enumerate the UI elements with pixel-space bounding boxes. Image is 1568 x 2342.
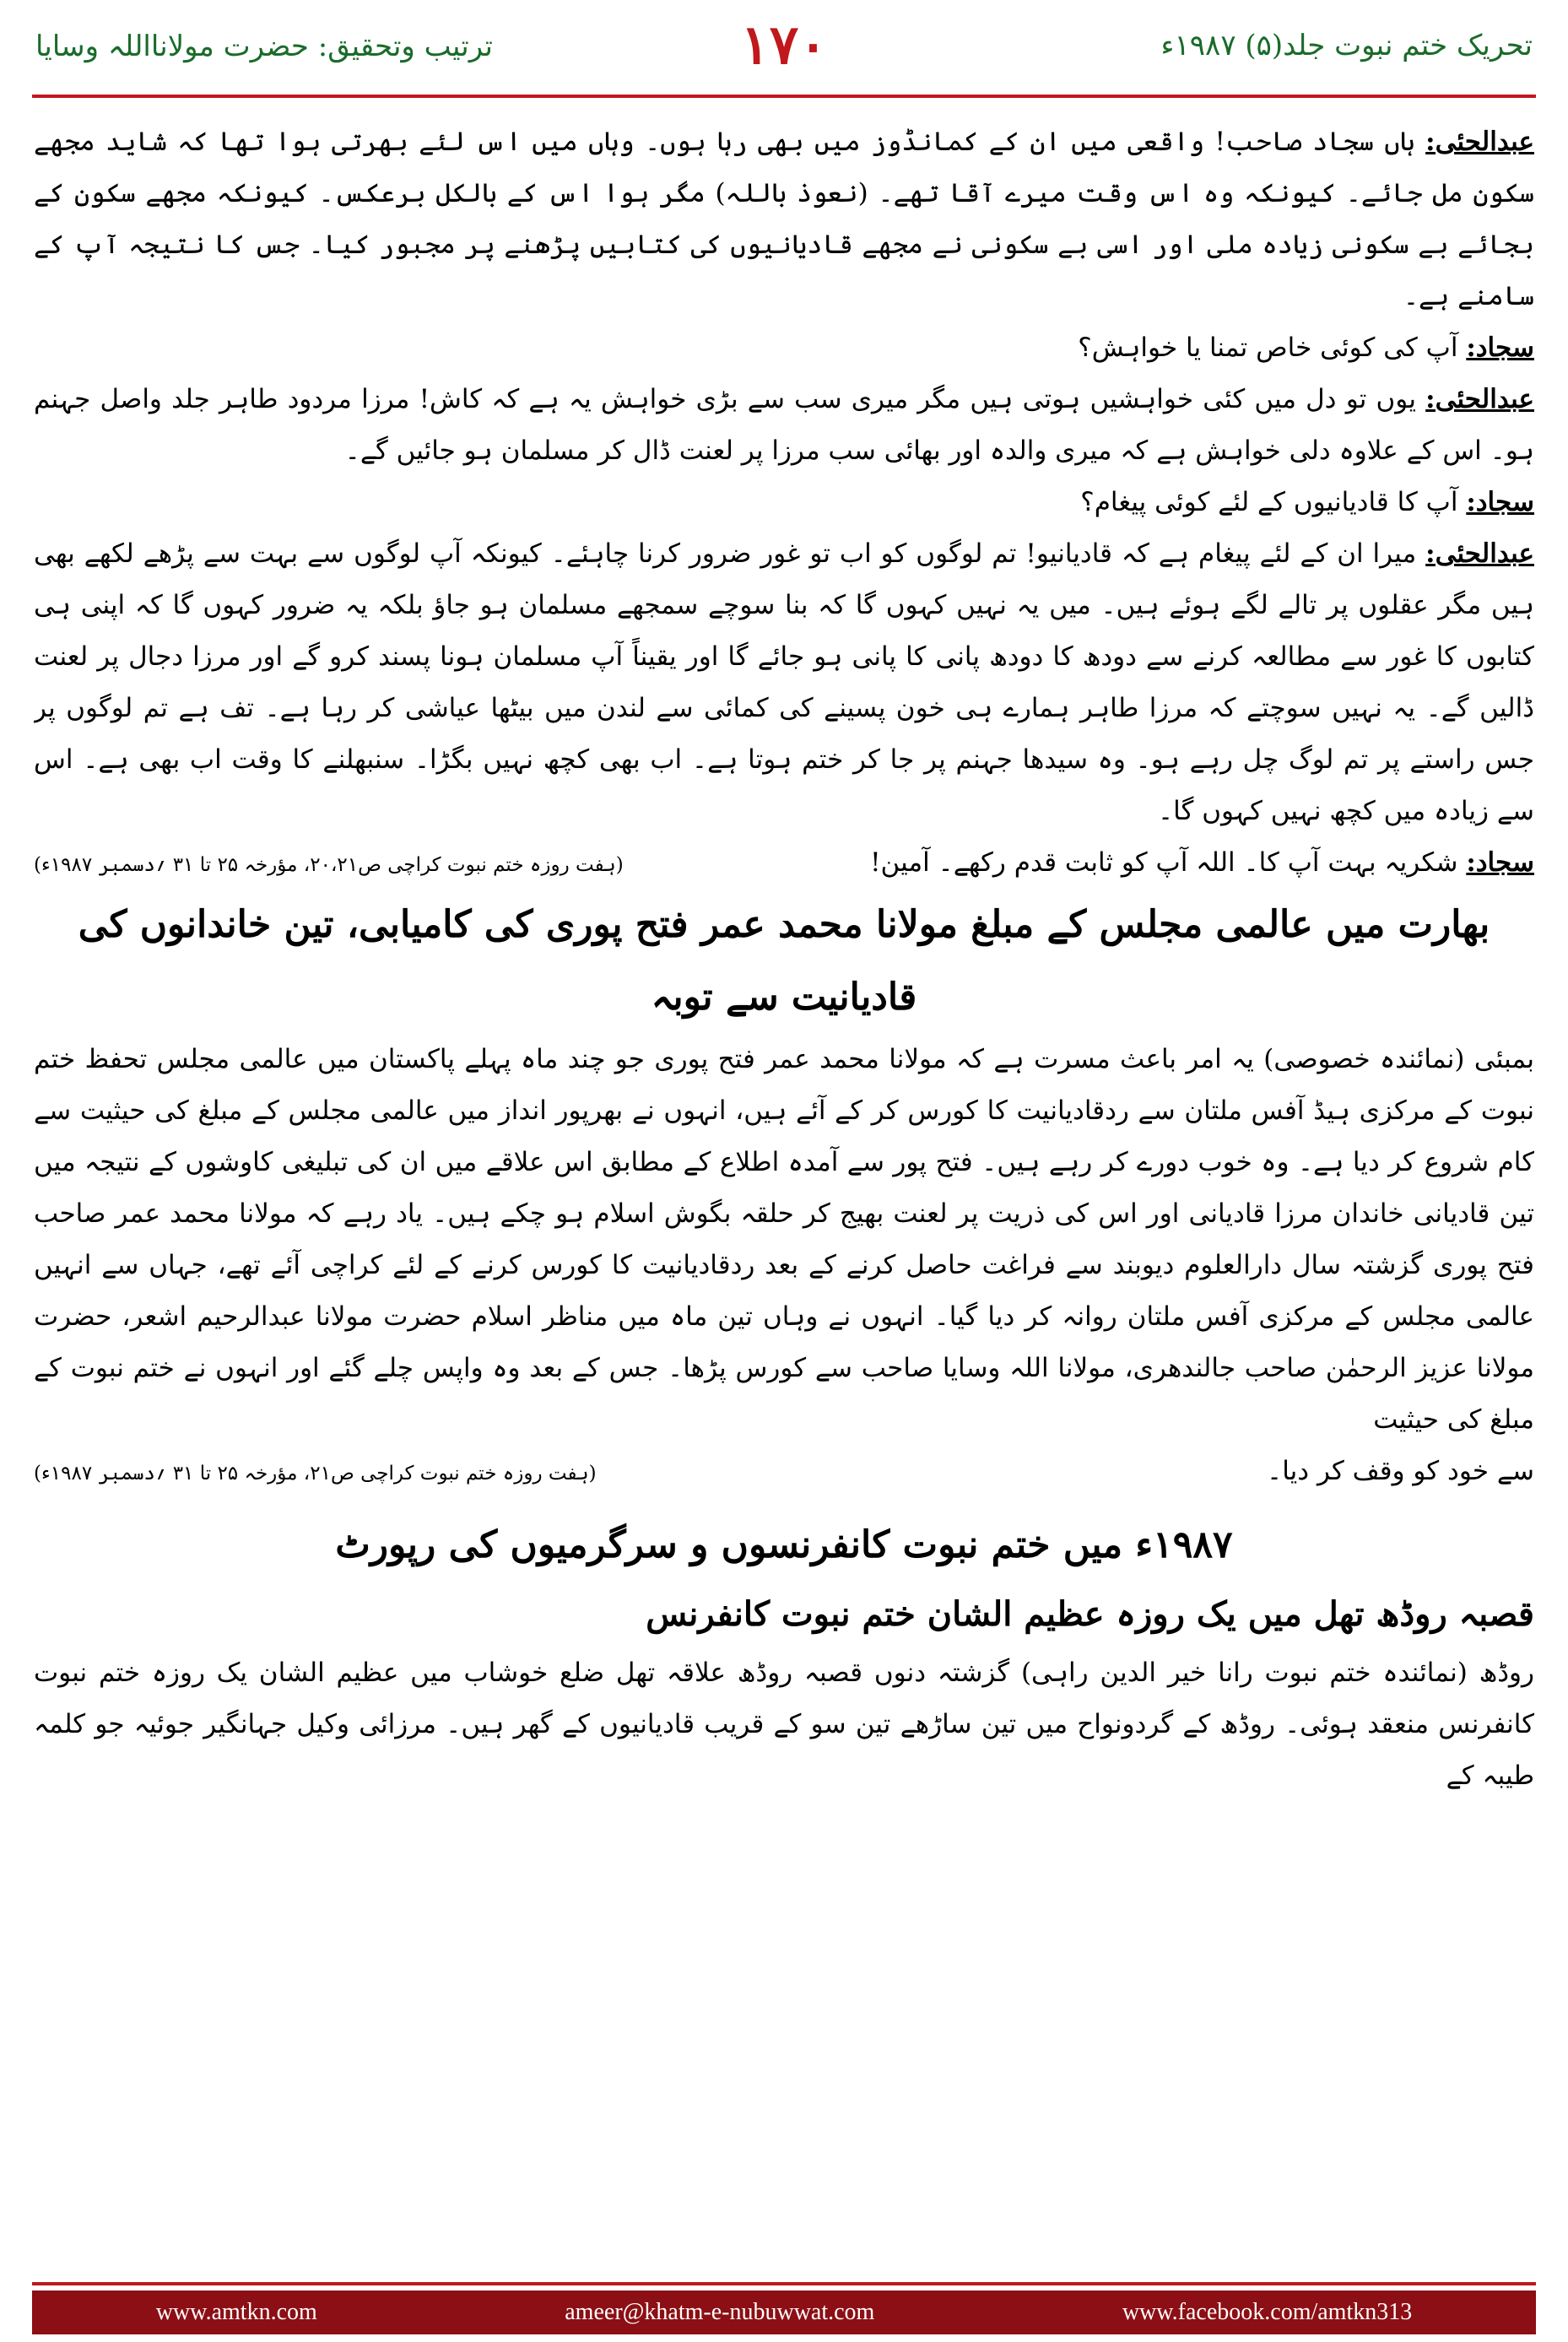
interview-closing (870, 837, 1534, 889)
answer-text: یوں تو دل میں کئی خواہشیں ہوتی ہیں مگر میری سب سے بڑی خواہش یہ ہے کہ کاش! مرزا مردود طاہر جلد واصل جہنم ہو۔ اس کے علاوہ دلی خواہش ہے کہ میری والدہ اور بھائی سب مرزا پر لعنت ڈال کر مسلمان ہو جائیں گے۔ (34, 384, 1534, 466)
article-last-row (34, 1446, 1534, 1497)
speaker-label: سجاد: (1466, 333, 1534, 363)
speaker-label: عبدالحئی: (1425, 384, 1534, 414)
report-heading: ۱۹۸۷ء میں ختم نبوت کانفرنسوں و سرگرمیوں کی رپورٹ (335, 1523, 1233, 1566)
book-title: تحریک ختم نبوت جلد(۵) ۱۹۸۷ء (1160, 29, 1533, 62)
answer-text: ہاں سجاد صاحب! واقعی میں ان کے کمانڈوز میں بھی رہا ہوں۔ وہاں میں اس لئے بھرتی ہوا تھا کہ شاید مجھے سکون مل جائے۔ کیونکہ وہ اس وقت میرے آقا تھے۔ (نعوذ باللہ) مگر ہوا اس کے بالکل برعکس۔ کیونکہ مجھے سکون کے بجائے بے سکونی زیادہ ملی اور اسی بے سکونی نے مجھے قادیانیوں کی کتابیں پڑھنے پر مجبور کیا۔ جس کا نتیجہ آپ کے سامنے ہے۔ (34, 127, 1534, 311)
article-body: بمبئی (نمائندہ خصوصی) یہ امر باعث مسرت ہے کہ مولانا محمد عمر فتح پوری جو چند ماہ پہلے پاکستان میں عالمی مجلس تحفظ ختم نبوت کے مرکزی ہیڈ آفس ملتان سے ردقادیانیت کا کورس کر کے آئے ہیں، انہوں نے بھرپور انداز میں عالمی مجلس کے مبلغ کی حیثیت سے کام شروع کر دیا ہے۔ وہ خوب دورے کر رہے ہیں۔ فتح پور سے آمدہ اطلاع کے مطابق اس علاقے میں ان کی تبلیغی کاوشوں کے نتیجہ میں تین قادیانی خاندان مرزا قادیانی اور اس کی ذریت پر لعنت بھیج کر حلقہ بگوش اسلام ہو چکے ہیں۔ یاد رہے کہ مولانا محمد عمر صاحب فتح پوری گزشتہ سال دارالعلوم دیوبند سے فراغت حاصل کرنے کے بعد ردقادیانیت کا کورس کرنے کے لئے کراچی آئے تھے، جہاں سے انہیں عالمی مجلس کے مرکزی آفس ملتان روانہ کر دیا گیا۔ انہوں نے وہاں تین ماہ میں مناظر اسلام حضرت مولانا عبدالرحیم اشعر، حضرت مولانا عزیز الرحمٰن صاحب جالندھری، مولانا اللہ وسایا صاحب سے کورس پڑھا۔ جس کے بعد وہ واپس چلے گئے اور انہوں نے ختم نبوت کے مبلغ کی حیثیت (34, 1044, 1534, 1435)
compiler-credit: ترتیب وتحقیق: حضرت مولانااللہ وسایا (35, 30, 493, 63)
page-header (0, 0, 1568, 100)
speaker-label: عبدالحئی: (1425, 538, 1534, 569)
article-conference-report (34, 1509, 1534, 1802)
article-citation: (ہفت روزہ ختم نبوت کراچی ص۲۱، مؤرخہ ۲۵ تا ۳۱ ؍دسمبر ۱۹۸۷ء) (34, 1463, 597, 1485)
answer-text: میرا ان کے لئے پیغام ہے کہ قادیانیو! تم لوگوں کو اب تو غور ضرور کرنا چاہئے۔ کیونکہ آپ لوگوں سے بہت سے پڑھے لکھے بھی ہیں مگر عقلوں پر تالے لگے ہوئے ہیں۔ میں یہ نہیں کہوں گا کہ بنا سوچے سمجھے مسلمان ہو جاؤ بلکہ یہ ضرور کہوں گا کہ اپنی ہی کتابوں کا غور سے مطالعہ کرنے سے دودھ کا دودھ پانی کا پانی ہو جائے گا اور یقیناً آپ مسلمان ہونا پسند کرو گے اور مرزا دجال پر لعنت ڈالیں گے۔ یہ نہیں سوچتے کہ مرزا طاہر ہمارے ہی خون پسینے کی کمائی سے لندن میں بیٹھا عیاشی کر رہا ہے۔ تف ہے تم لوگوں پر جس راستے پر تم لوگ چل رہے ہو۔ وہ سیدھا جہنم پر جا کر ختم ہوتا ہے۔ اب بھی کچھ نہیں بگڑا۔ سنبھلنے کا وقت اب بھی ہے۔ اس سے زیادہ میں کچھ نہیں کہوں گا۔ (34, 538, 1534, 826)
interview-answer (34, 116, 1534, 322)
report-body: روڈھ (نمائندہ ختم نبوت رانا خیر الدین راہی) گزشتہ دنوں قصبہ روڈھ علاقہ تھل ضلع خوشاب میں عظیم الشان یک روزہ ختم نبوت کانفرنس منعقد ہوئی۔ روڈھ کے گردونواح میں تین ساڑھے تین سو کے قریب قادیانیوں کے گھر ہیں۔ مرزائی وکیل جہانگیر جوئیہ جو کلمہ طیبہ کے (34, 1658, 1534, 1791)
interview-question (34, 477, 1534, 528)
interview-section (34, 116, 1534, 889)
article-last-line: سے خود کو وقف کر دیا۔ (1267, 1456, 1534, 1486)
footer-rule (32, 2282, 1536, 2285)
interview-answer (34, 528, 1534, 837)
facebook-link[interactable]: www.facebook.com/amtkn313 (1122, 2299, 1413, 2325)
article-fatehpuri (34, 889, 1534, 1497)
question-text: آپ کا قادیانیوں کے لئے کوئی پیغام؟ (1080, 487, 1467, 517)
speaker-label: سجاد: (1466, 487, 1534, 517)
closing-text: شکریہ بہت آپ کا۔ اللہ آپ کو ثابت قدم رکھے۔ آمین! (870, 847, 1467, 878)
interview-closing-row (34, 837, 1534, 889)
speaker-label: سجاد: (1466, 847, 1534, 878)
email-link[interactable]: ameer@khatm-e-nubuwwat.com (565, 2299, 875, 2325)
page-content (34, 116, 1534, 2277)
website-link[interactable]: www.amtkn.com (155, 2299, 317, 2325)
interview-citation: (ہفت روزہ ختم نبوت کراچی ص۲۰،۲۱، مؤرخہ ۲۵ تا ۳۱ ؍دسمبر ۱۹۸۷ء) (34, 854, 624, 876)
header-rule (32, 95, 1536, 98)
page-footer (32, 2291, 1536, 2334)
question-text: آپ کی کوئی خاص تمنا یا خواہش؟ (1078, 333, 1467, 363)
speaker-label: عبدالحئی: (1425, 127, 1534, 157)
article-heading: بھارت میں عالمی مجلس کے مبلغ مولانا محمد عمر فتح پوری کی کامیابی، تین خاندانوں کی قادیانیت سے توبہ (78, 903, 1490, 1019)
page-number: ۱۷۰ (740, 14, 828, 77)
report-subheading: قصبہ روڈھ تھل میں یک روزہ عظیم الشان ختم نبوت کانفرنس (646, 1594, 1534, 1634)
interview-question (34, 322, 1534, 374)
interview-answer (34, 374, 1534, 477)
